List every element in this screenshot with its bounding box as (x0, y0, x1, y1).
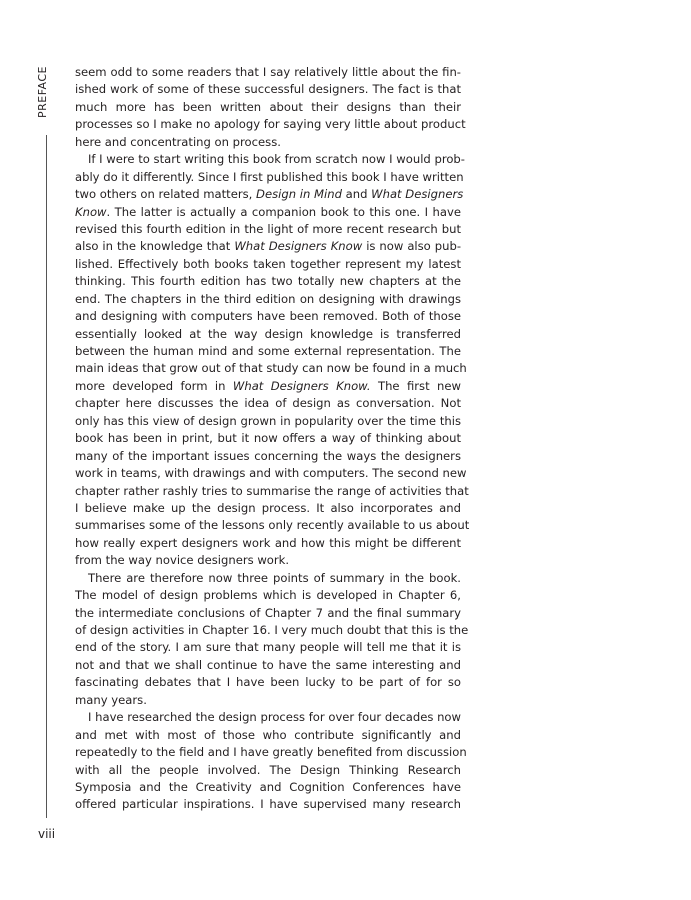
text-line (75, 500, 461, 517)
text-line (75, 378, 461, 395)
margin-rule (46, 135, 47, 818)
text-line (75, 587, 461, 604)
page-number: viii (38, 827, 56, 841)
text-line (75, 762, 461, 779)
text-span: ished work of some of these successful designers. The fact is that (75, 82, 461, 97)
text-line (75, 326, 461, 343)
italic-title: What Designers Know (234, 239, 363, 254)
text-span: only has this view of design grown in popularity over the time this (75, 413, 461, 428)
text-line (75, 291, 461, 308)
text-line (75, 657, 461, 674)
text-span: also in the knowledge that (75, 239, 235, 254)
running-head: PREFACE (36, 65, 49, 118)
text-span: many years. (75, 692, 147, 707)
text-line (75, 517, 470, 534)
text-line (75, 81, 461, 98)
text-line (75, 360, 467, 377)
text-span: is now also pub- (362, 239, 462, 254)
text-line (75, 483, 469, 500)
text-line (75, 448, 461, 465)
text-span: end of the story. I am sure that many people will tell me that it is (75, 640, 461, 655)
text-line (75, 570, 461, 587)
text-span: the intermediate conclusions of Chapter 7 and the final summary (75, 605, 461, 620)
text-line (75, 674, 461, 691)
paragraph (75, 151, 470, 570)
text-span: chapter here discusses the idea of design as conversation. Not (75, 396, 461, 411)
text-span: work in teams, with drawings and with computers. The second new (75, 466, 467, 481)
text-line (75, 151, 465, 168)
text-line (75, 186, 464, 203)
text-line (75, 430, 461, 447)
text-span: ably do it differently. Since I first published this book I have written (75, 169, 464, 184)
text-span: lished. Effectively both books taken together represent my latest (75, 256, 461, 271)
text-span: essentially looked at the way design knowledge is transferred (75, 326, 461, 341)
text-span: book has been in print, but it now offers a way of thinking about (75, 431, 461, 446)
text-span: Symposia and the Creativity and Cognition Conferences have (75, 779, 461, 794)
text-span: two others on related matters, (75, 187, 257, 202)
text-line (75, 727, 461, 744)
text-line (75, 413, 461, 430)
text-span: many of the important issues concerning the ways the designers (75, 448, 461, 463)
text-span: and designing with computers have been removed. Both of those (75, 309, 461, 324)
text-line (75, 692, 461, 709)
italic-title: Design in Mind (256, 187, 342, 202)
text-line (75, 99, 461, 116)
text-line (75, 552, 461, 569)
text-span: main ideas that grow out of that study can now be found in a much (75, 361, 467, 376)
text-line (75, 709, 461, 726)
text-line (75, 273, 461, 290)
text-span: much more has been written about their designs than their (75, 99, 461, 114)
text-line (75, 605, 461, 622)
text-line (75, 221, 461, 238)
text-span: . The latter is actually a companion book to this one. I have (106, 204, 461, 219)
text-span: and (341, 187, 372, 202)
text-line (75, 238, 461, 255)
text-span: offered particular inspirations. I have supervised many research (75, 797, 461, 812)
text-span: thinking. This fourth edition has two totally new chapters at the (75, 274, 461, 289)
text-line (75, 796, 461, 813)
text-span: seem odd to some readers that I say relatively little about the fin- (75, 65, 461, 79)
italic-title: What Designers Know. (232, 378, 371, 393)
text-line (75, 169, 464, 186)
text-line (75, 465, 467, 482)
text-span: more developed form in (75, 378, 233, 393)
text-span: here and concentrating on process. (75, 134, 281, 149)
text-span: chapter rather rashly tries to summarise the range of activities that (75, 483, 469, 498)
text-line (75, 64, 461, 81)
italic-title: Know (75, 204, 107, 219)
text-line (75, 134, 461, 151)
text-line (75, 256, 461, 273)
text-span: If I were to start writing this book from scratch now I would prob- (88, 152, 465, 167)
text-span: fascinating debates that I have been lucky to be part of for so (75, 675, 461, 690)
text-span: The model of design problems which is developed in Chapter 6, (75, 588, 461, 603)
text-line (75, 622, 469, 639)
text-line (75, 204, 461, 221)
text-span: I have researched the design process for over four decades now (88, 710, 461, 725)
text-line (75, 779, 461, 796)
text-span: summarises some of the lessons only recently available to us about (75, 518, 470, 533)
text-line (75, 744, 467, 761)
text-span: end. The chapters in the third edition on designing with drawings (75, 291, 461, 306)
text-span: from the way novice designers work. (75, 553, 290, 568)
text-span: between the human mind and some external representation. The (75, 344, 461, 358)
text-span: how really expert designers work and how this might be different (75, 535, 461, 550)
text-span: revised this fourth edition in the light of more recent research but (75, 221, 461, 236)
text-line (75, 343, 461, 360)
paragraph (75, 570, 469, 710)
text-span: There are therefore now three points of summary in the book. (88, 570, 461, 585)
paragraph (75, 709, 467, 814)
text-span: and met with most of those who contribute significantly and (75, 727, 461, 742)
text-span: I believe make up the design process. It also incorporates and (75, 500, 461, 515)
text-line (75, 308, 461, 325)
text-line (75, 639, 461, 656)
text-span: of design activities in Chapter 16. I very much doubt that this is the (75, 623, 469, 637)
paragraph (75, 64, 466, 151)
text-span: The first new (370, 378, 461, 393)
text-line (75, 395, 461, 412)
text-span: with all the people involved. The Design Thinking Research (75, 762, 461, 777)
text-span: processes so I make no apology for saying very little about product (75, 117, 466, 132)
italic-title: What Designers (371, 187, 464, 202)
text-line (75, 116, 466, 133)
text-span: repeatedly to the field and I have greatly benefited from discussion (75, 745, 467, 760)
text-line (75, 535, 461, 552)
body-text (75, 64, 470, 814)
text-span: not and that we shall continue to have the same interesting and (75, 657, 461, 672)
